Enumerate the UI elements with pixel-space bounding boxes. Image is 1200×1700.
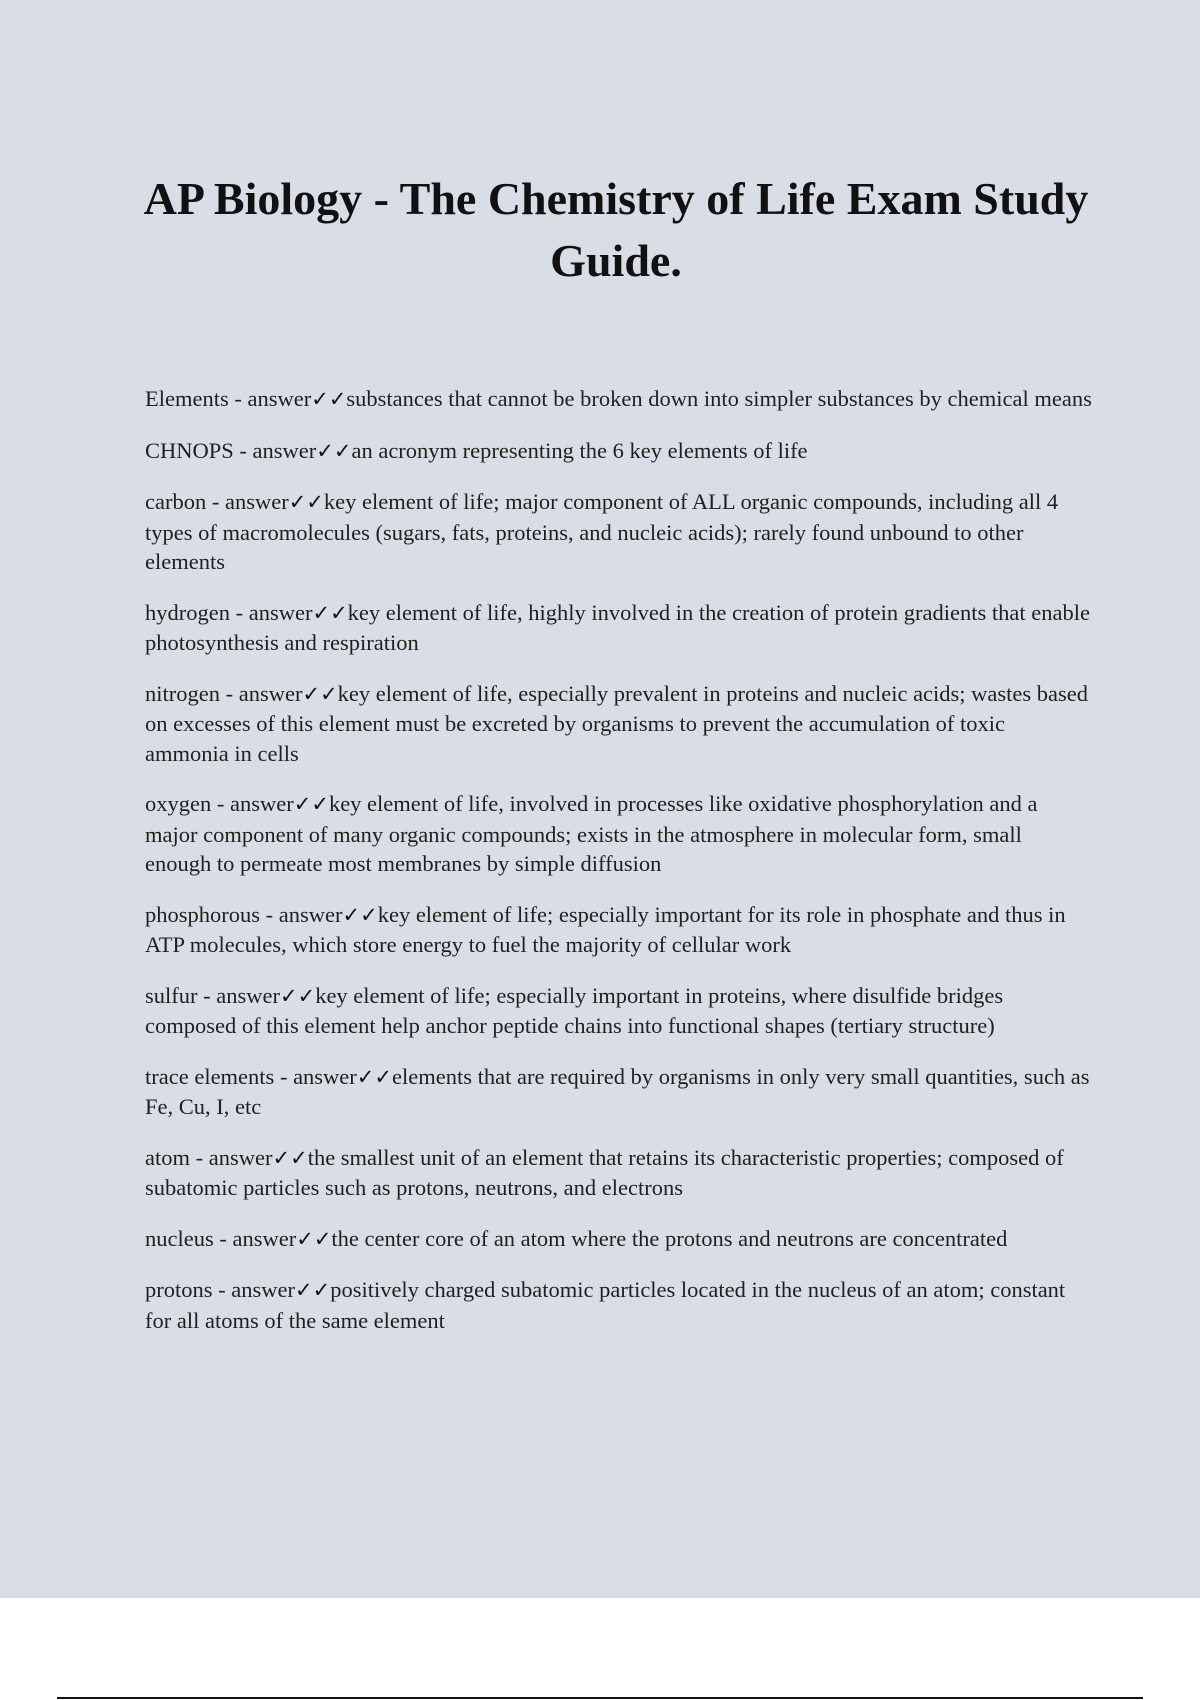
check-marks-icon: ✓✓ — [356, 1064, 392, 1089]
term-definition: elements that are required by organisms in only very small quantities, such as Fe, Cu, I, etc — [145, 1063, 1090, 1119]
term-definition: an acronym representing the 6 key elements of life — [351, 437, 808, 463]
answer-label: answer — [293, 1063, 357, 1089]
term-name: protons — [145, 1277, 213, 1302]
check-marks-icon: ✓✓ — [311, 387, 347, 411]
document-title: AP Biology - The Chemistry of Life Exam Study Guide. — [143, 173, 1089, 286]
term-entry — [145, 1143, 1093, 1203]
term-entry — [145, 384, 1093, 415]
check-marks-icon: ✓✓ — [294, 1278, 331, 1302]
answer-label: answer — [247, 386, 312, 411]
check-marks-icon: ✓✓ — [293, 792, 329, 816]
check-marks-icon: ✓✓ — [342, 902, 378, 927]
term-name: carbon — [145, 489, 207, 514]
term-name: trace elements — [145, 1063, 275, 1089]
answer-label: answer — [252, 437, 317, 463]
answer-label: answer — [232, 1225, 297, 1251]
check-marks-icon: ✓✓ — [288, 490, 324, 514]
term-entry — [145, 679, 1093, 769]
term-separator: - — [197, 982, 217, 1008]
term-definition: key element of life; especially important for its role in phosphate and thus in ATP molecules, which store energy to fuel the majority of cellular work — [145, 901, 1066, 957]
term-entry — [145, 1224, 1093, 1255]
term-separator: - — [190, 1144, 209, 1170]
term-definition: key element of life, especially prevalent in proteins and nucleic acids; wastes based on excesses of this element must be excreted by organisms to prevent the accumulation of toxic ammonia in cells — [145, 680, 1089, 766]
term-definition: key element of life; major component of ALL organic compounds, including all 4 types of macromolecules (sugars, fats, proteins, and nucleic acids); rarely found unbound to other elements — [145, 489, 1059, 574]
answer-label: answer — [208, 1144, 273, 1170]
term-separator: - — [233, 437, 253, 463]
term-separator: - — [228, 386, 248, 411]
term-entry — [145, 487, 1093, 577]
term-name: atom — [145, 1144, 190, 1170]
answer-label: answer — [216, 982, 280, 1008]
term-separator: - — [206, 489, 225, 514]
term-name: hydrogen — [145, 599, 230, 625]
term-entry — [145, 1275, 1093, 1335]
check-marks-icon: ✓✓ — [279, 983, 316, 1008]
answer-label: answer — [231, 1277, 295, 1302]
check-marks-icon: ✓✓ — [312, 600, 348, 625]
answer-label: answer — [238, 680, 303, 706]
term-definition: the center core of an atom where the protons and neutrons are concentrated — [331, 1225, 1008, 1251]
term-definition: key element of life; especially important in proteins, where disulfide bridges composed of this element help anchor peptide chains into functional shapes (tertiary structure) — [145, 982, 1004, 1038]
term-separator: - — [212, 1277, 232, 1302]
term-separator: - — [260, 901, 279, 927]
term-entry — [145, 981, 1093, 1041]
term-name: Elements — [145, 386, 229, 411]
term-definition: positively charged subatomic particles located in the nucleus of an atom; constant for all atoms of the same element — [145, 1277, 1066, 1333]
term-separator: - — [219, 680, 239, 706]
term-name: sulfur — [145, 982, 198, 1008]
term-name: nitrogen — [145, 680, 220, 706]
term-separator: - — [229, 599, 249, 625]
term-entry — [145, 436, 1093, 467]
check-marks-icon: ✓✓ — [316, 438, 352, 463]
term-name: CHNOPS — [145, 437, 234, 463]
check-marks-icon: ✓✓ — [272, 1145, 308, 1170]
check-marks-icon: ✓✓ — [296, 1226, 332, 1251]
answer-label: answer — [230, 791, 294, 816]
answer-label: answer — [278, 901, 343, 927]
term-definition: substances that cannot be broken down into simpler substances by chemical means — [346, 386, 1092, 411]
term-separator: - — [274, 1063, 294, 1089]
term-separator: - — [211, 791, 230, 816]
term-definition: key element of life, involved in processes like oxidative phosphorylation and a major component of many organic compounds; exists in the atmosphere in molecular form, small enough to permeate most membranes by simple diffusion — [145, 791, 1038, 876]
term-name: phosphorous — [145, 901, 261, 927]
term-name: nucleus — [145, 1225, 214, 1251]
answer-label: answer — [248, 599, 313, 625]
term-separator: - — [213, 1225, 233, 1251]
term-definition: the smallest unit of an element that retains its characteristic properties; composed of subatomic particles such as protons, neutrons, and electrons — [145, 1144, 1064, 1200]
page-bottom-divider — [57, 1697, 1143, 1699]
check-marks-icon: ✓✓ — [302, 681, 338, 706]
term-definition: key element of life, highly involved in the creation of protein gradients that enable photosynthesis and respiration — [145, 599, 1090, 655]
term-entry — [145, 900, 1093, 960]
term-entry — [145, 598, 1093, 658]
term-entry — [145, 1062, 1093, 1122]
term-name: oxygen — [145, 791, 212, 816]
answer-label: answer — [224, 489, 289, 514]
term-entry — [145, 789, 1093, 879]
term-list — [145, 384, 1093, 1356]
